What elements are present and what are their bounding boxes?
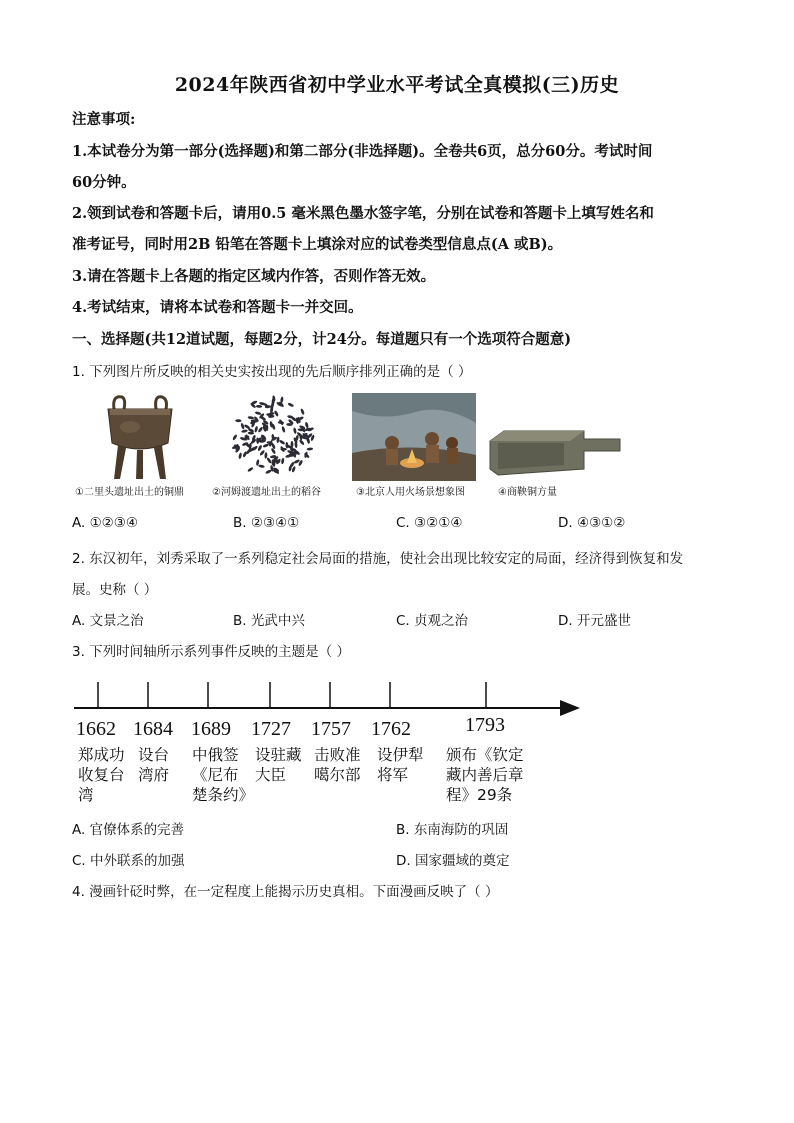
q1-caption-4: ④商鞅铜方量	[498, 487, 557, 498]
timeline-event-1727: 设驻藏 大臣	[255, 746, 302, 784]
timeline-event-1757: 击败准 噶尔部	[314, 746, 361, 784]
q3-option-b[interactable]: B. 东南海防的巩固	[396, 822, 509, 838]
q1-option-a[interactable]: A. ①②③④	[72, 515, 138, 531]
q1-option-b[interactable]: B. ②③④①	[233, 515, 300, 531]
q2-stem-line-2: 展。史称（ ）	[72, 582, 158, 598]
q1-stem: 1. 下列图片所反映的相关史实按出现的先后顺序排列正确的是（ ）	[72, 364, 472, 380]
notice-heading: 注意事项:	[72, 111, 136, 128]
peking-man-fire-image	[352, 393, 476, 481]
timeline-event-1793: 颁布《钦定 藏内善后章 程》29条	[446, 746, 524, 804]
q1-caption-2: ②河姆渡遗址出土的稻谷	[212, 487, 321, 498]
q3-option-c[interactable]: C. 中外联系的加强	[72, 853, 185, 869]
section-heading: 一、选择题(共12道试题，每题2分，计24分。每道题只有一个选项符合题意)	[72, 331, 572, 348]
q1-caption-1: ①二里头遗址出土的铜鼎	[75, 487, 184, 498]
timeline-axis	[74, 676, 584, 716]
notice-line-3: 2.领到试卷和答题卡后，请用0.5 毫米黑色墨水签字笔，分别在试卷和答题卡上填写姓名和	[72, 205, 654, 222]
timeline-event-1762: 设伊犁 将军	[377, 746, 424, 784]
q3-stem: 3. 下列时间轴所示系列事件反映的主题是（ ）	[72, 644, 350, 660]
q2-option-c[interactable]: C. 贞观之治	[396, 613, 469, 629]
notice-line-1: 1.本试卷分为第一部分(选择题)和第二部分(非选择题)。全卷共6页，总分60分。考试时间	[72, 143, 653, 160]
notice-line-4: 准考证号，同时用2B 铅笔在答题卡上填涂对应的试卷类型信息点(A 或B)。	[72, 236, 563, 253]
timeline-year-1793: 1793	[465, 714, 505, 736]
rice-grains-image	[228, 393, 318, 481]
timeline-year-1757: 1757	[311, 718, 351, 740]
notice-line-2: 60分钟。	[72, 174, 136, 191]
q2-stem-line-1: 2. 东汉初年，刘秀采取了一系列稳定社会局面的措施，使社会出现比较安定的局面，经济得到恢复和发	[72, 551, 684, 567]
q2-option-a[interactable]: A. 文景之治	[72, 613, 144, 629]
notice-line-5: 3.请在答题卡上各题的指定区域内作答，否则作答无效。	[72, 268, 436, 285]
q3-option-d[interactable]: D. 国家疆域的奠定	[396, 853, 510, 869]
timeline-year-1684: 1684	[133, 718, 173, 740]
timeline-year-1689: 1689	[191, 718, 231, 740]
timeline-event-1689: 中俄签 《尼布 楚条约》	[192, 746, 255, 804]
timeline-event-1662: 郑成功 收复台 湾	[78, 746, 125, 804]
q4-stem: 4. 漫画针砭时弊，在一定程度上能揭示历史真相。下面漫画反映了（ ）	[72, 884, 499, 900]
q2-option-d[interactable]: D. 开元盛世	[558, 613, 631, 629]
q3-option-a[interactable]: A. 官僚体系的完善	[72, 822, 185, 838]
page-title: 2024年陕西省初中学业水平考试全真模拟(三)历史	[174, 74, 620, 96]
timeline-year-1662: 1662	[76, 718, 116, 740]
notice-line-6: 4.考试结束，请将本试卷和答题卡一并交回。	[72, 299, 363, 316]
timeline-event-1684: 设台 湾府	[138, 746, 170, 784]
bronze-measure-image	[484, 393, 624, 481]
q2-option-b[interactable]: B. 光武中兴	[233, 613, 305, 629]
timeline-year-1727: 1727	[251, 718, 291, 740]
bronze-ding-image	[100, 393, 180, 481]
q1-caption-3: ③北京人用火场景想象图	[356, 487, 465, 498]
timeline-year-1762: 1762	[371, 718, 411, 740]
q1-option-c[interactable]: C. ③②①④	[396, 515, 463, 531]
q1-option-d[interactable]: D. ④③①②	[558, 515, 626, 531]
